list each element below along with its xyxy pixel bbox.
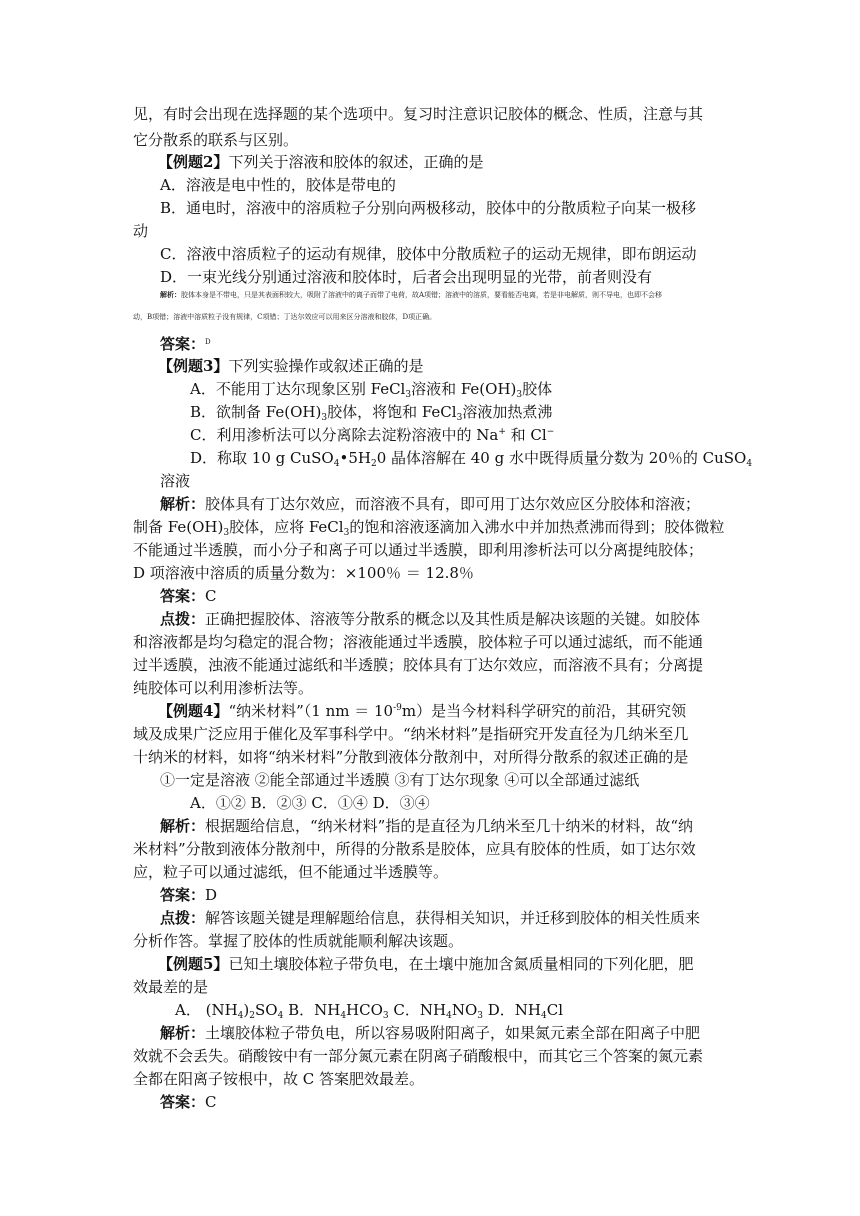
example-4-choices: A．①② B．②③ C．①④ D．③④ <box>190 794 430 812</box>
example-3-tip-line-3: 过半透膜，浊液不能通过滤纸和半透膜；胶体具有丁达尔效应，而溶液不具有；分离提 <box>133 656 704 674</box>
example-3-answer-tag: 答案： <box>160 587 206 605</box>
example-2-option-b-line-2: 动 <box>133 222 149 240</box>
example-2-analysis-line-1 <box>160 290 662 300</box>
example-5-analysis-tag: 解析： <box>160 1024 206 1042</box>
example-3-option-b: B．欲制备 $Fe(OH)_3$胶体，将饱和 FeCl$_3$溶液加热煮沸 <box>190 403 553 423</box>
example-5-answer-value: C <box>205 1093 217 1111</box>
example-2-tag: 【例题2】 <box>158 153 229 171</box>
example-5-analysis-line-3: 全都在阳离子铵根中，故 C 答案肥效最差。 <box>133 1070 425 1088</box>
example-3-tip-line-1: 点拨：正确把握胶体、溶液等分散系的概念以及其性质是解决该题的关键。如胶体 <box>160 610 701 628</box>
example-3-question <box>158 356 423 376</box>
example-2-option-d: D．一束光线分别通过溶液和胶体时，后者会出现明显的光带，前者则没有 <box>160 268 653 286</box>
example-2-option-b-line-1: B．通电时，溶液中的溶质粒子分别向两极移动，胶体中的分散质粒子向某一极移 <box>160 199 697 217</box>
example-5-question-line-1: 【例题5】已知土壤胶体粒子带负电，在土壤中施加含氮质量相同的下列化肥，肥 <box>158 955 694 973</box>
example-4-answer-value: D <box>205 886 218 904</box>
example-4-tag: 【例题4】 <box>158 702 229 720</box>
example-2-question <box>158 152 483 172</box>
example-3-analysis-line-3: 不能通过半透膜，而小分子和离子可以通过半透膜，即利用渗析法可以分离提纯胶体； <box>133 541 704 559</box>
example-3-analysis-line-4: D 项溶液中溶质的质量分数为：×100％ ＝ 12.8％ <box>133 564 474 582</box>
example-4-tip-tag: 点拨： <box>160 909 206 927</box>
example-4-analysis-line-3: 应，粒子可以通过滤纸，但不能通过半透膜等。 <box>133 863 449 881</box>
example-4-question-line-3: 十纳米的材料，如将“纳米材料”分散到液体分散剂中，对所得分散系的叙述正确的是 <box>133 748 689 766</box>
example-2-answer-tag: 答案： <box>160 335 206 353</box>
example-4-question-line-2: 域及成果广泛应用于催化及军事科学中。“纳米材料”是指研究开发直径为几纳米至几 <box>133 725 689 743</box>
example-5-choices: A． $(NH_4)_2SO_4$ B．$NH_4HCO_3$ C．$NH_4NO_3$ D．$NH_4Cl$ <box>175 1001 564 1021</box>
example-4-tip-line-1: 点拨：解答该题关键是理解题给信息，获得相关知识，并迁移到胶体的相关性质来 <box>160 909 701 927</box>
example-5-analysis-line-1: 解析：土壤胶体粒子带负电，所以容易吸附阳离子，如果氮元素全部在阳离子中肥 <box>160 1024 701 1042</box>
example-5-answer-tag: 答案： <box>160 1093 206 1111</box>
example-2-stem: 下列关于溶液和胶体的叙述，正确的是 <box>228 153 484 171</box>
example-3-tip-line-4: 纯胶体可以利用渗析法等。 <box>133 679 314 697</box>
intro-line-1: 见，有时会出现在选择题的某个选项中。复习时注意识记胶体的概念、性质，注意与其 <box>133 105 704 123</box>
example-5-tag: 【例题5】 <box>158 955 229 973</box>
example-3-analysis-line-1: 解析：胶体具有丁达尔效应，而溶液不具有，即可用丁达尔效应区分胶体和溶液； <box>160 495 701 513</box>
example-2-analysis-text-1: 胶体本身是不带电，只是其表面积较大，吸附了溶液中的离子而带了电荷，故A项错；溶液中的溶质，要看能否电离，若是非电解质，则不导电，也即不会移 <box>181 291 663 299</box>
example-4-answer <box>160 885 217 905</box>
example-3-option-a: A．不能用丁达尔现象区别 FeCl$_3$溶液和 $Fe(OH)_3$胶体 <box>190 380 553 400</box>
example-3-stem: 下列实验操作或叙述正确的是 <box>228 357 424 375</box>
example-3-tag: 【例题3】 <box>158 357 229 375</box>
example-2-analysis-line-2: 动，B项错；溶液中溶质粒子没有规律，C项错；丁达尔效应可以用来区分溶液和胶体，D项正确。 <box>133 313 437 321</box>
example-5-question-line-2: 效最差的是 <box>133 978 209 996</box>
example-2-option-c: C．溶液中溶质粒子的运动有规律，胶体中分散质粒子的运动无规律，即布朗运动 <box>160 245 697 263</box>
example-4-analysis-line-1: 解析：根据题给信息，“纳米材料”指的是直径为几纳米至几十纳米的材料，故“纳 <box>160 817 694 835</box>
example-4-analysis-line-2: 米材料”分散到液体分散剂中，所得的分散系是胶体，应具有胶体的性质，如丁达尔效 <box>133 840 696 858</box>
example-3-analysis-tag: 解析： <box>160 495 206 513</box>
example-3-option-d-line-2: 溶液 <box>160 472 191 490</box>
example-3-answer <box>160 586 217 606</box>
example-2-option-a: A．溶液是电中性的，胶体是带电的 <box>160 176 396 194</box>
example-4-tip-line-2: 分析作答。掌握了胶体的性质就能顺利解决该题。 <box>133 932 464 950</box>
example-3-tip-tag: 点拨： <box>160 610 206 628</box>
example-4-question-line-1: 【例题4】“纳米材料”（1 nm ＝ $10^{-9}m$）是当今材料科学研究的前沿，其研究领 <box>158 702 687 720</box>
example-2-answer-value: D <box>205 338 211 346</box>
example-4-statements: ①一定是溶液 ②能全部通过半透膜 ③有丁达尔现象 ④可以全部通过滤纸 <box>160 771 640 789</box>
example-3-tip-line-2: 和溶液都是均匀稳定的混合物；溶液能通过半透膜，胶体粒子可以通过滤纸，而不能通 <box>133 633 704 651</box>
example-5-answer <box>160 1092 217 1112</box>
example-2-analysis-tag: 解析： <box>160 290 181 299</box>
example-4-analysis-tag: 解析： <box>160 817 206 835</box>
example-3-option-c: C．利用渗析法可以分离除去淀粉溶液中的 Na+ 和 Cl− <box>190 426 555 444</box>
example-3-option-d: D．称取 10 g $CuSO_4•5H_20$ 晶体溶解在 40 g 水中既得质量分数为 20％的 CuSO$_4$ <box>190 449 753 469</box>
example-3-answer-value: C <box>205 587 217 605</box>
example-3-analysis-line-2: 制备 $Fe(OH)_3$胶体，应将 FeCl$_3$的饱和溶液逐滴加入沸水中并加热煮沸而得到；胶体微粒 <box>133 518 725 538</box>
example-5-analysis-line-2: 效就不会丢失。硝酸铵中有一部分氮元素在阴离子硝酸根中，而其它三个答案的氮元素 <box>133 1047 704 1065</box>
example-4-answer-tag: 答案： <box>160 886 206 904</box>
intro-line-2: 它分散系的联系与区别。 <box>133 131 299 149</box>
example-2-answer <box>160 334 211 354</box>
